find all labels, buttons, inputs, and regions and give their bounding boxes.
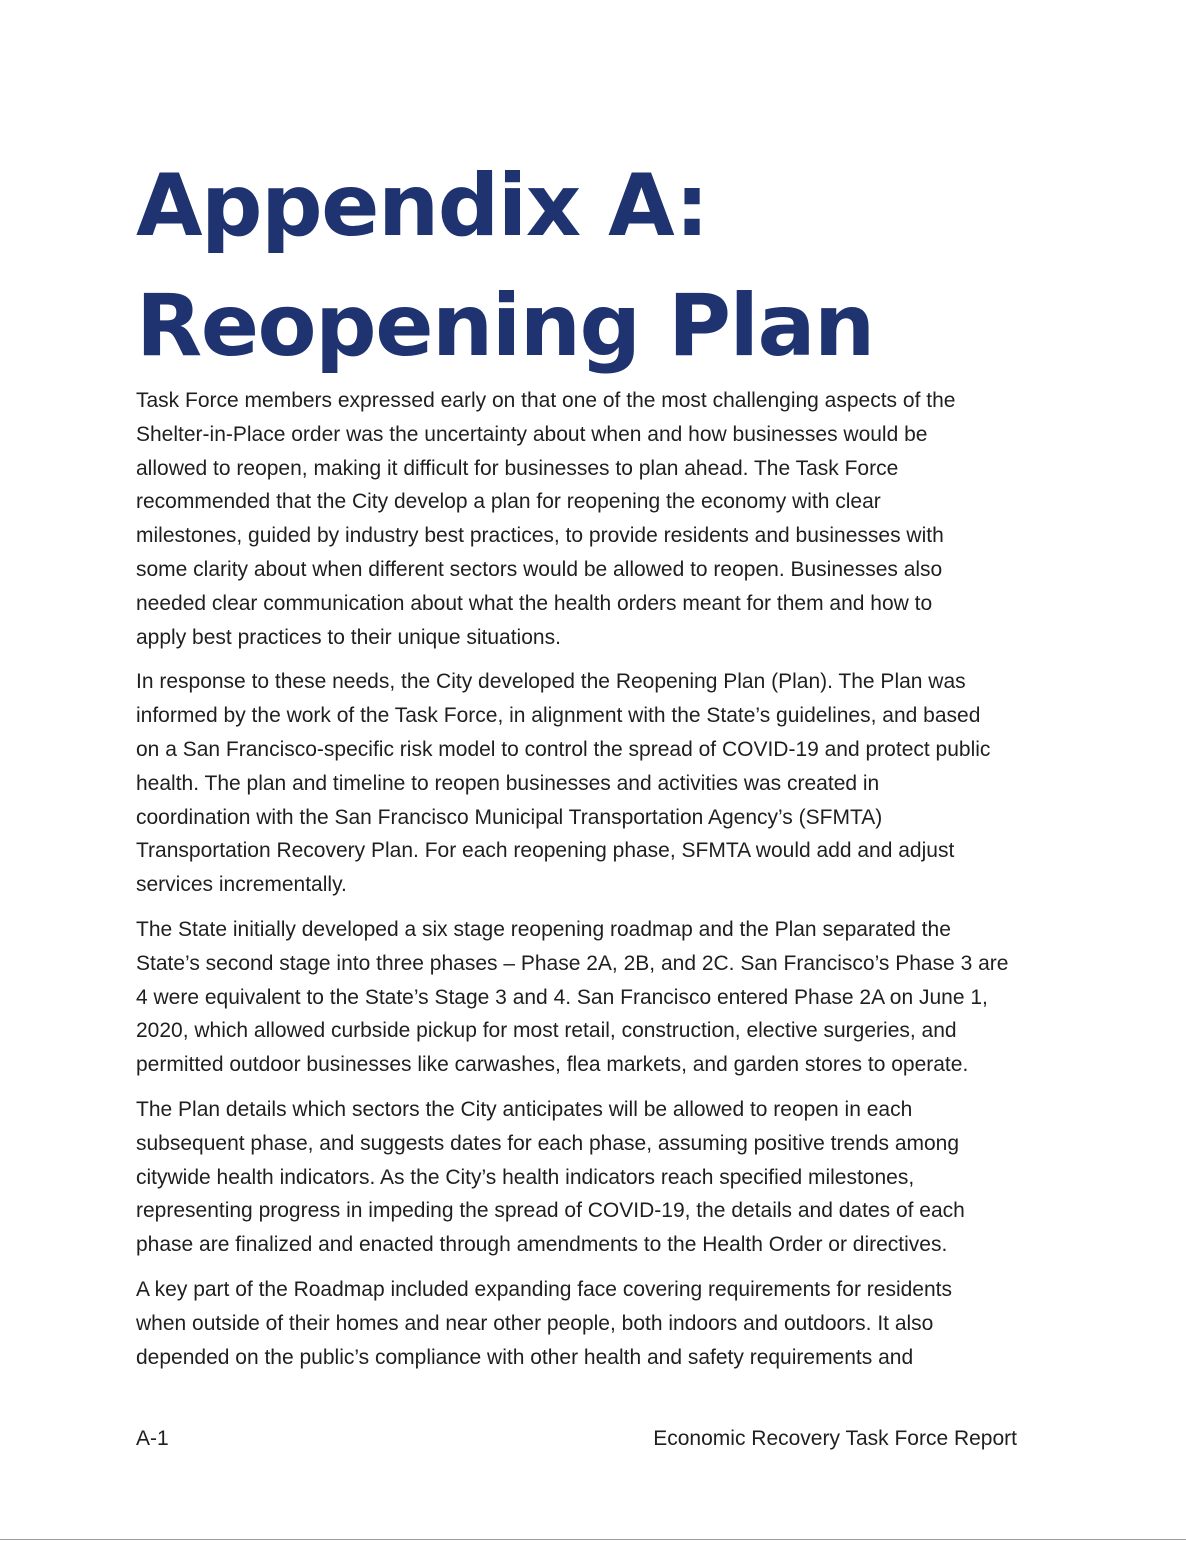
text-line: representing progress in impeding the spread of COVID-19, the details and dates of each bbox=[136, 1199, 965, 1223]
text-line: citywide health indicators. As the City’s health indicators reach specified milestones, bbox=[136, 1165, 915, 1189]
text-line: permitted outdoor businesses like carwashes, flea markets, and garden stores to operate. bbox=[136, 1053, 969, 1077]
text-line: on a San Francisco-specific risk model to control the spread of COVID-19 and protect public bbox=[136, 737, 991, 761]
text-line: when outside of their homes and near other people, both indoors and outdoors. It also bbox=[136, 1311, 934, 1335]
text-line: allowed to reopen, making it difficult for businesses to plan ahead. The Task Force bbox=[136, 456, 899, 480]
text-line: 2020, which allowed curbside pickup for most retail, construction, elective surgeries, and bbox=[136, 1019, 957, 1043]
text-line: 4 were equivalent to the State’s Stage 3 and 4. San Francisco entered Phase 2A on June 1, bbox=[136, 985, 988, 1009]
text-line: needed clear communication about what the health orders meant for them and how to bbox=[136, 591, 933, 615]
text-line: subsequent phase, and suggests dates for each phase, assuming positive trends among bbox=[136, 1131, 960, 1155]
text-line: The Plan details which sectors the City anticipates will be allowed to reopen in each bbox=[136, 1097, 913, 1121]
text-line: coordination with the San Francisco Municipal Transportation Agency’s (SFMTA) bbox=[136, 805, 883, 829]
body-text bbox=[136, 384, 1056, 1385]
paragraph-5 bbox=[136, 1273, 1056, 1374]
paragraph-4 bbox=[136, 1093, 1056, 1262]
paragraph-1 bbox=[136, 384, 1056, 654]
text-line: services incrementally. bbox=[136, 873, 347, 897]
page-title-line-2: Reopening Plan bbox=[136, 276, 874, 376]
paragraph-3 bbox=[136, 913, 1056, 1082]
text-line: The State initially developed a six stage reopening roadmap and the Plan separated the bbox=[136, 917, 951, 941]
page-bottom-divider bbox=[0, 1539, 1186, 1540]
text-line: recommended that the City develop a plan for reopening the economy with clear bbox=[136, 490, 881, 514]
page-title bbox=[136, 146, 1086, 386]
paragraph-2 bbox=[136, 665, 1056, 902]
text-line: Transportation Recovery Plan. For each reopening phase, SFMTA would add and adjust bbox=[136, 839, 955, 863]
text-line: Shelter-in-Place order was the uncertainty about when and how businesses would be bbox=[136, 422, 928, 446]
text-line: health. The plan and timeline to reopen businesses and activities was created in bbox=[136, 771, 880, 795]
text-line: State’s second stage into three phases – Phase 2A, 2B, and 2C. San Francisco’s Phase 3 are bbox=[136, 951, 1009, 975]
text-line: some clarity about when different sectors would be allowed to reopen. Businesses also bbox=[136, 557, 943, 581]
text-line: A key part of the Roadmap included expanding face covering requirements for residents bbox=[136, 1277, 952, 1301]
footer-report-title: Economic Recovery Task Force Report bbox=[653, 1427, 1017, 1450]
text-line: In response to these needs, the City developed the Reopening Plan (Plan). The Plan was bbox=[136, 670, 966, 694]
text-line: phase are finalized and enacted through amendments to the Health Order or directives. bbox=[136, 1233, 948, 1257]
text-line: apply best practices to their unique situations. bbox=[136, 625, 561, 649]
page-title-line-1: Appendix A: bbox=[136, 156, 708, 256]
text-line: depended on the public’s compliance with other health and safety requirements and bbox=[136, 1345, 914, 1369]
text-line: informed by the work of the Task Force, in alignment with the State’s guidelines, and based bbox=[136, 704, 981, 728]
page-number: A-1 bbox=[136, 1427, 169, 1450]
text-line: Task Force members expressed early on that one of the most challenging aspects of the bbox=[136, 389, 956, 412]
text-line: milestones, guided by industry best practices, to provide residents and businesses with bbox=[136, 524, 944, 548]
